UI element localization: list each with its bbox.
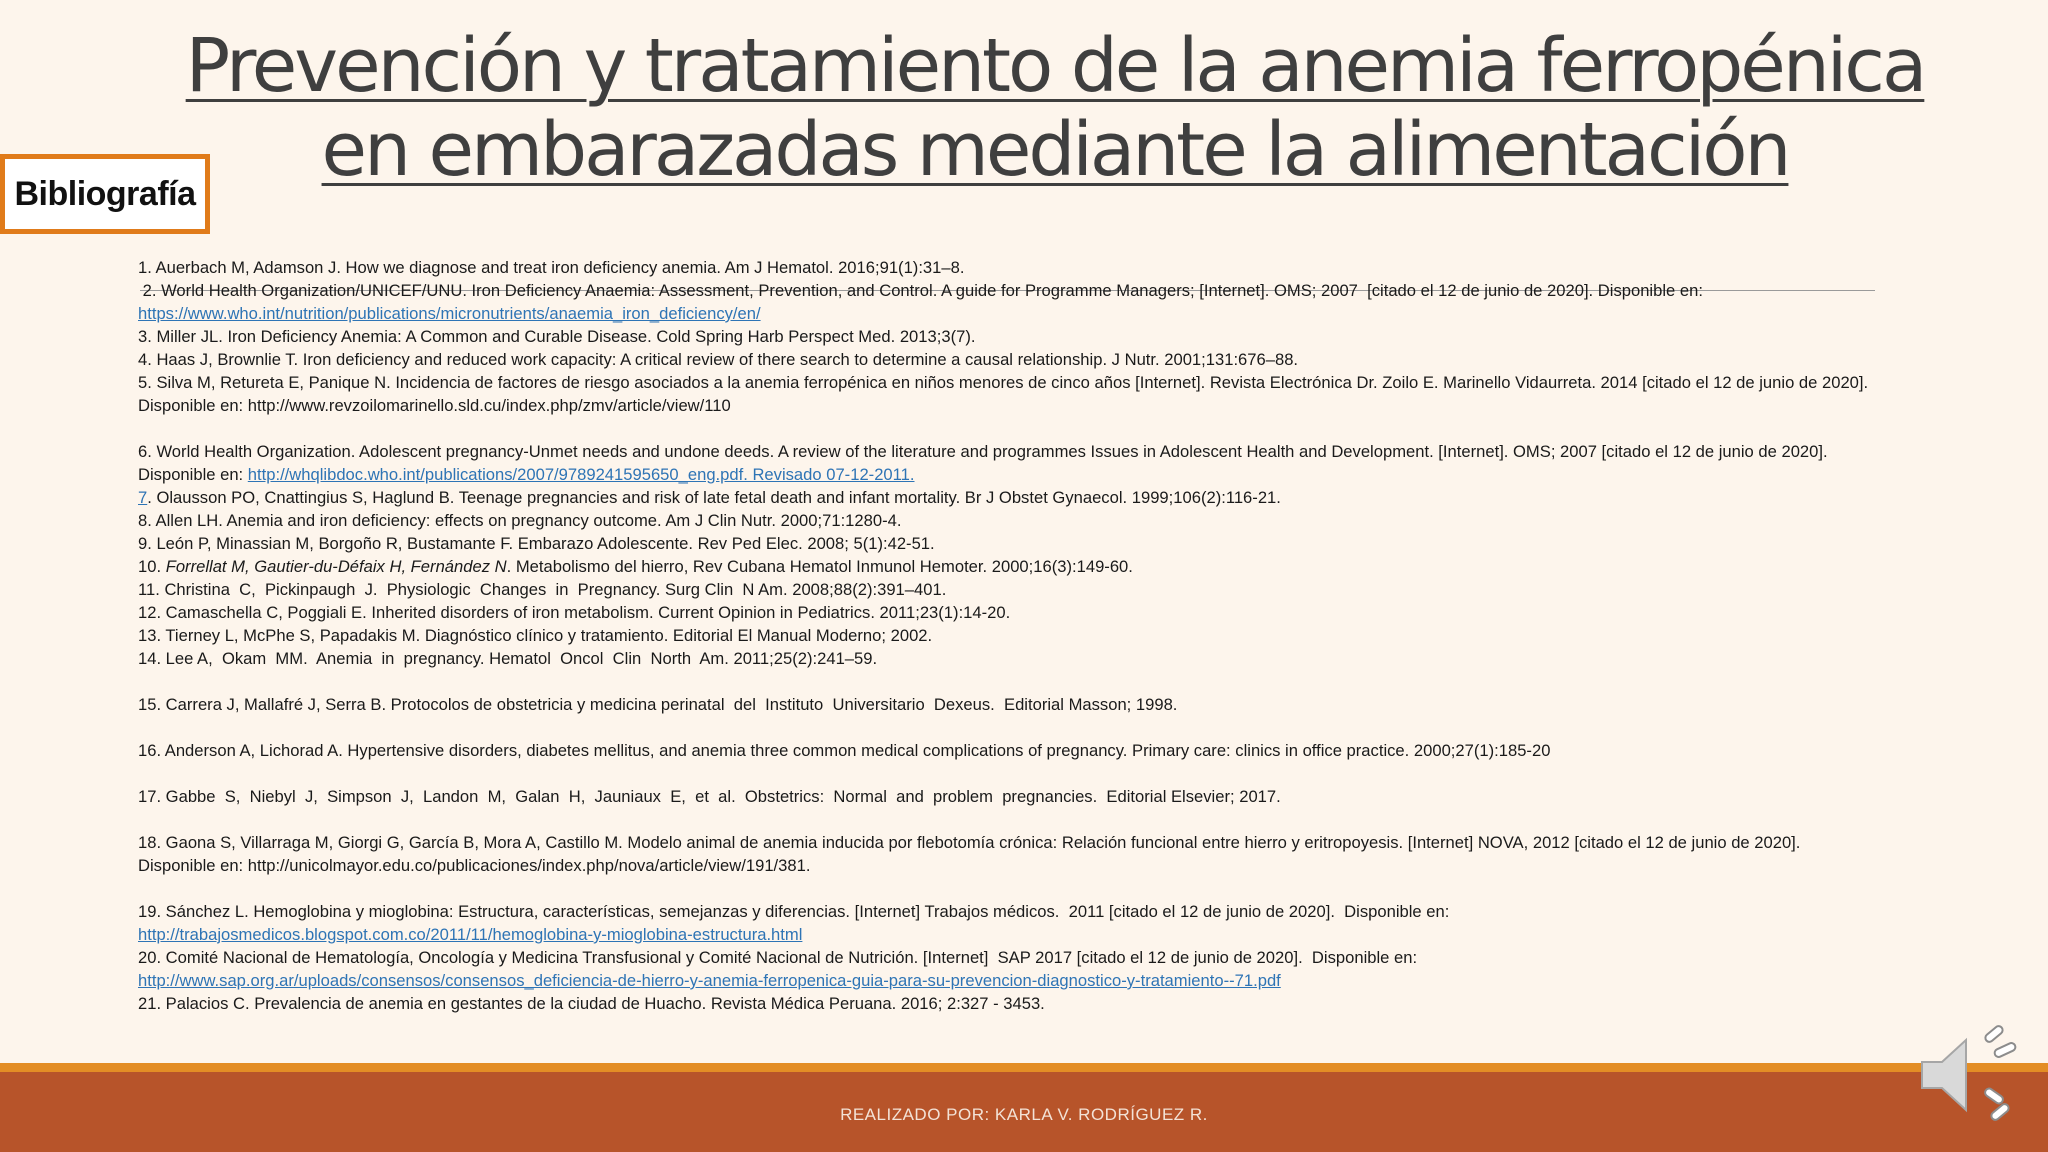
reference-item: 13. Tierney L, McPhe S, Papadakis M. Diagnóstico clínico y tratamiento. Editorial El Manual Moderno; 2002. (138, 626, 933, 645)
reference-item (138, 279, 1878, 302)
slide-title-line-1: Prevención y tratamiento de la anemia ferropénica (185, 23, 1925, 109)
slide-title (140, 24, 1970, 192)
reference-link[interactable]: http://www.sap.org.ar/uploads/consensos/consensos_deficiencia-de-hierro-y-anemia-ferropenica-guia-para-su-prevencion-diagnostico-y-tratamiento--71.pdf (138, 971, 1281, 990)
reference-item: 16. Anderson A, Lichorad A. Hypertensive disorders, diabetes mellitus, and anemia three common medical complications of pregnancy. Primary care: clinics in office practice. 2000;27(1):185-20 (138, 741, 1551, 760)
spacer (138, 417, 1878, 440)
reference-item (138, 302, 1878, 325)
section-label: Bibliografía (0, 154, 210, 234)
reference-text: . Metabolismo del hierro, Rev Cubana Hematol Inmunol Hemoter. 2000;16(3):149-60. (506, 557, 1133, 576)
reference-item: 4. Haas J, Brownlie T. Iron deficiency and reduced work capacity: A critical review of there search to determine a causal relationship. J Nutr. 2001;131:676–88. (138, 350, 1299, 369)
reference-text: . Olausson PO, Cnattingius S, Haglund B. Teenage pregnancies and risk of late fetal death and infant mortality. Br J Obstet Gynaecol. 1999;106(2):116-21. (147, 488, 1281, 507)
reference-link[interactable]: http://trabajosmedicos.blogspot.com.co/2011/11/hemoglobina-y-mioglobina-estructura.html (138, 925, 803, 944)
reference-number: 10. (138, 557, 166, 576)
reference-item: 19. Sánchez L. Hemoglobina y mioglobina: Estructura, características, semejanzas y diferencias. [Internet] Trabajos médicos. 2011 [citado el 12 de junio de 2020]. Disponible en: (138, 902, 1450, 921)
speaker-icon[interactable] (1914, 1024, 2024, 1124)
footer-accent-line (0, 1063, 2048, 1072)
reference-item: 21. Palacios C. Prevalencia de anemia en gestantes de la ciudad de Huacho. Revista Médica Peruana. 2016; 2:327 - 3453. (138, 994, 1045, 1013)
footer-author: REALIZADO POR: KARLA V. RODRÍGUEZ R. (840, 1105, 1208, 1124)
reference-item: 3. Miller JL. Iron Deficiency Anemia: A Common and Curable Disease. Cold Spring Harb Perspect Med. 2013;3(7). (138, 327, 976, 346)
bibliography-list (138, 256, 1878, 1015)
spacer (138, 808, 1878, 831)
spacer (138, 877, 1878, 900)
reference-item: 11. Christina C, Pickinpaugh J. Physiologic Changes in Pregnancy. Surg Clin N Am. 2008;88(2):391–401. (138, 580, 947, 599)
reference-link[interactable]: https://www.who.int/nutrition/publications/micronutrients/anaemia_iron_deficiency/en/ (138, 304, 761, 323)
spacer (138, 670, 1878, 693)
reference-text: 2. World Health Organization/UNICEF/UNU. Iron Deficiency Anaemia: Assessment, Prevention, and Control. A guide for Programme Managers; [Internet]. OMS; 2007 [citado el 12 de junio de 2020]. Disponible en: (138, 281, 1703, 300)
reference-item: 9. León P, Minassian M, Borgoño R, Bustamante F. Embarazo Adolescente. Rev Ped Elec. 2008; 5(1):42-51. (138, 534, 935, 553)
reference-item: 8. Allen LH. Anemia and iron deficiency: effects on pregnancy outcome. Am J Clin Nutr. 2000;71:1280-4. (138, 511, 902, 530)
reference-link[interactable]: http://whqlibdoc.who.int/publications/2007/9789241595650_eng.pdf. Revisado 07-12-2011. (247, 465, 915, 484)
reference-item: 20. Comité Nacional de Hematología, Oncología y Medicina Transfusional y Comité Nacional de Nutrición. [Internet] SAP 2017 [citado el 12 de junio de 2020]. Disponible en: (138, 948, 1418, 967)
reference-authors: Forrellat M, Gautier-du-Défaix H, Fernández N (165, 557, 507, 576)
spacer (138, 762, 1878, 785)
slide-title-line-2: en embarazadas mediante la alimentación (321, 107, 1789, 193)
reference-item (138, 923, 1878, 946)
reference-text: 6. World Health Organization. Adolescent pregnancy-Unmet needs and undone deeds. A review of the literature and programmes Issues in Adolescent Health and Development. [Internet]. OMS; 2007 [citado el 12 de junio de 2020]. Disponible en: (138, 442, 1828, 484)
reference-item: 5. Silva M, Retureta E, Panique N. Incidencia de factores de riesgo asociados a la anemia ferropénica en niños menores de cinco años [Internet]. Revista Electrónica Dr. Zoilo E. Marinello Vidaurreta. 2014 [citado el 12 de junio de 2020]. Disponible en: http://www.revzoilomarinello.sld.cu/index.php/zmv/article/view/110 (138, 373, 1869, 415)
reference-item: 18. Gaona S, Villarraga M, Giorgi G, García B, Mora A, Castillo M. Modelo animal de anemia inducida por flebotomía crónica: Relación funcional entre hierro y eritropoyesis. [Internet] NOVA, 2012 [citado el 12 de junio de 2020]. Disponible en: http://unicolmayor.edu.co/publicaciones/index.php/nova/article/view/191/381. (138, 833, 1801, 875)
reference-item (138, 486, 1878, 509)
reference-item: 15. Carrera J, Mallafré J, Serra B. Protocolos de obstetricia y medicina perinatal del Instituto Universitario Dexeus. Editorial Masson; 1998. (138, 695, 1178, 714)
reference-item: 14. Lee A, Okam MM. Anemia in pregnancy. Hematol Oncol Clin North Am. 2011;25(2):241–59. (138, 649, 878, 668)
spacer (138, 716, 1878, 739)
reference-item (138, 555, 1878, 578)
reference-item: 17. Gabbe S, Niebyl J, Simpson J, Landon M, Galan H, Jauniaux E, et al. Obstetrics: Normal and problem pregnancies. Editorial Elsevier; 2017. (138, 787, 1281, 806)
reference-link[interactable]: 7 (138, 488, 148, 507)
reference-item: 12. Camaschella C, Poggiali E. Inherited disorders of iron metabolism. Current Opinion in Pediatrics. 2011;23(1):14-20. (138, 603, 1011, 622)
reference-item (138, 440, 1878, 486)
reference-item: 1. Auerbach M, Adamson J. How we diagnose and treat iron deficiency anemia. Am J Hematol. 2016;91(1):31–8. (138, 258, 965, 277)
reference-item (138, 969, 1878, 992)
